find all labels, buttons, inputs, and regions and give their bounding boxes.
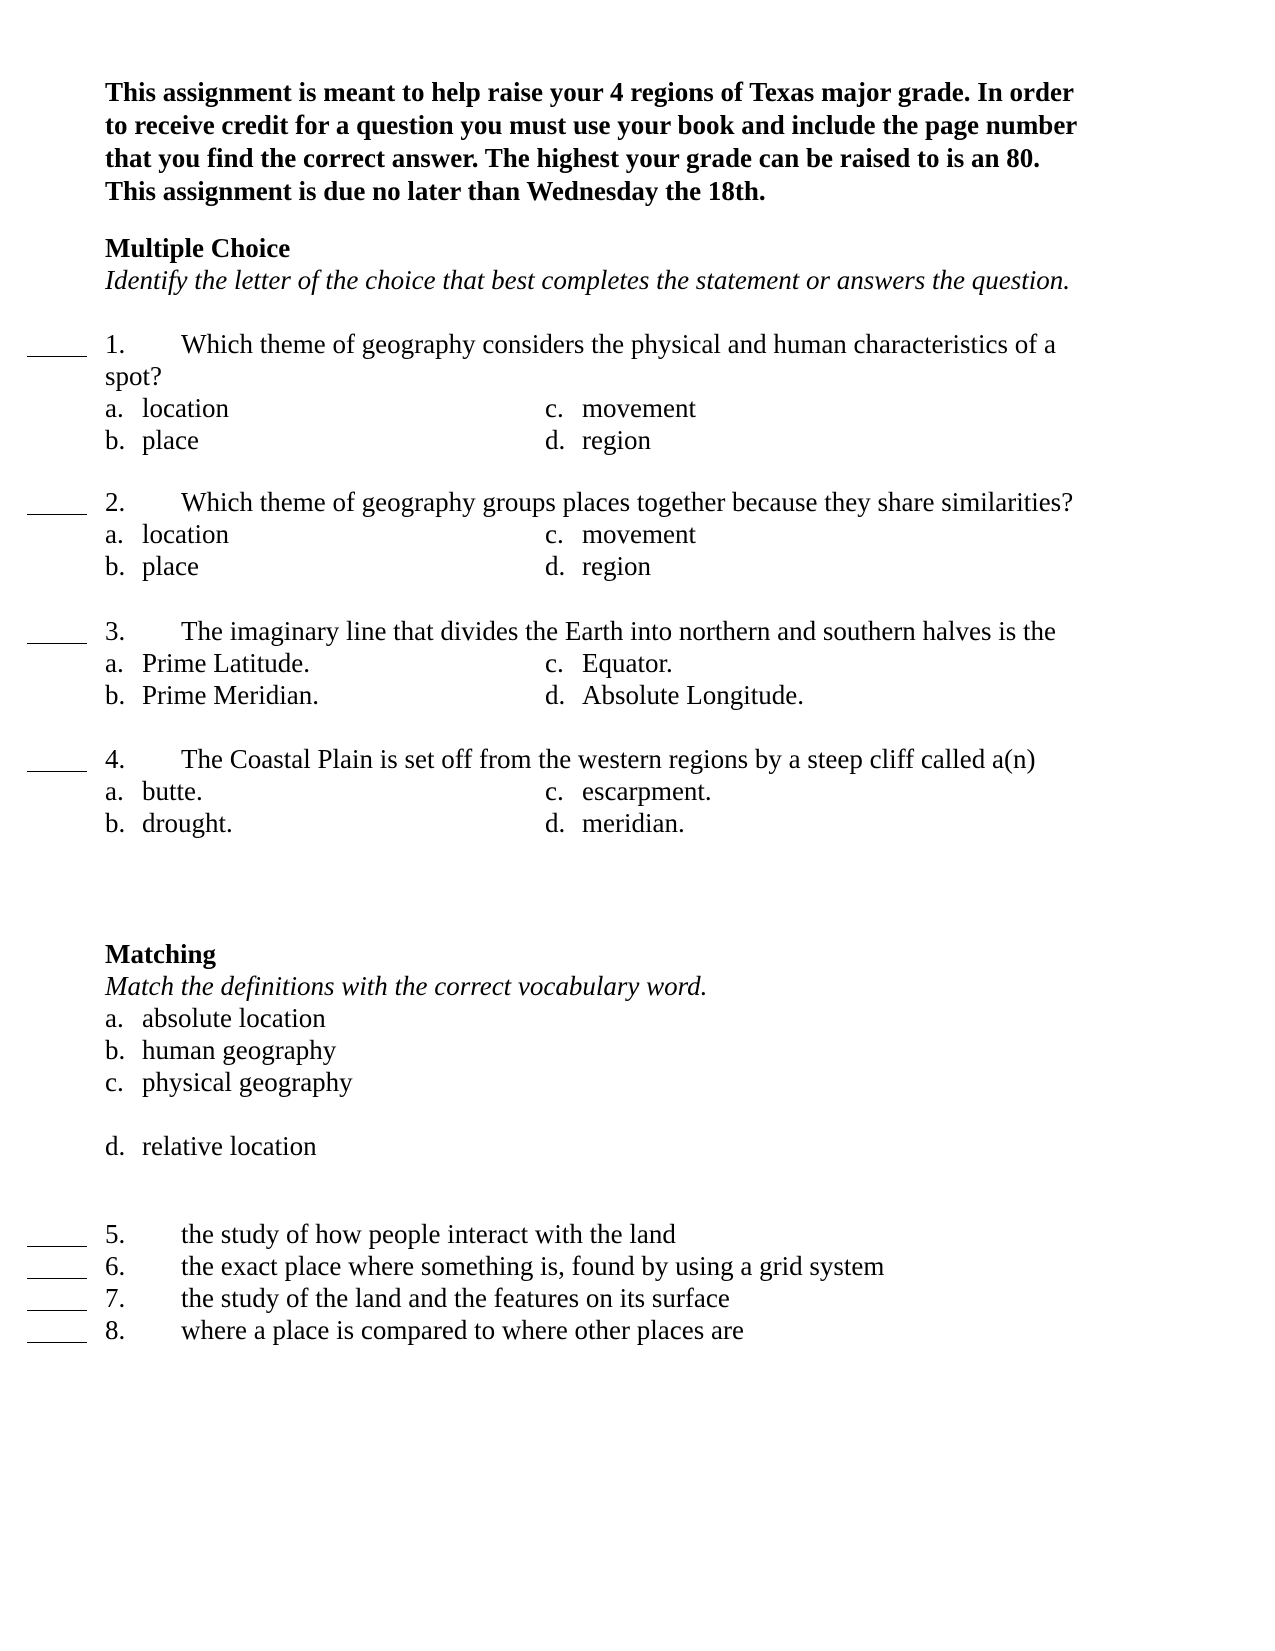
- option-text: relative location: [142, 1131, 317, 1161]
- choice-text: escarpment.: [582, 776, 712, 806]
- choice-d: [545, 424, 651, 456]
- choice-text: place: [142, 425, 199, 455]
- choice-letter: c.: [545, 393, 564, 423]
- choice-text: movement: [582, 393, 696, 423]
- answer-blank[interactable]: [27, 1278, 87, 1279]
- option-text: human geography: [142, 1035, 337, 1065]
- option-text: absolute location: [142, 1003, 326, 1033]
- intro-line-2: to receive credit for a question you must use your book and include the page number: [105, 110, 1078, 140]
- choice-a: [105, 647, 310, 679]
- choice-letter: b.: [105, 680, 126, 710]
- item-text: the exact place where something is, found by using a grid system: [181, 1251, 885, 1281]
- choice-b: [105, 679, 319, 711]
- choice-text: movement: [582, 519, 696, 549]
- choice-letter: d.: [545, 425, 566, 455]
- match-option-c: [105, 1066, 353, 1098]
- option-letter: b.: [105, 1035, 126, 1065]
- item-number: 5.: [105, 1219, 126, 1249]
- choice-d: [545, 679, 804, 711]
- choice-d: [545, 807, 685, 839]
- choice-d: [545, 550, 651, 582]
- match-option-d: [105, 1130, 317, 1162]
- option-text: physical geography: [142, 1067, 353, 1097]
- item-text: the study of the land and the features on its surface: [181, 1283, 730, 1313]
- choice-c: [545, 518, 696, 550]
- choice-letter: d.: [545, 551, 566, 581]
- answer-blank[interactable]: [27, 356, 87, 357]
- match-option-a: [105, 1002, 326, 1034]
- choice-letter: c.: [545, 648, 564, 678]
- answer-blank[interactable]: [27, 771, 87, 772]
- choice-letter: b.: [105, 808, 126, 838]
- choice-c: [545, 775, 712, 807]
- answer-blank[interactable]: [27, 1246, 87, 1247]
- choice-a: [105, 518, 229, 550]
- intro-line-3: that you find the correct answer. The highest your grade can be raised to is an 80.: [105, 143, 1041, 173]
- choice-b: [105, 807, 233, 839]
- choice-text: Prime Meridian.: [142, 680, 319, 710]
- question-text: Which theme of geography groups places together because they share similarities?: [181, 487, 1074, 517]
- choice-c: [545, 392, 696, 424]
- choice-letter: a.: [105, 519, 124, 549]
- match-option-b: [105, 1034, 336, 1066]
- item-text: the study of how people interact with the land: [181, 1219, 676, 1249]
- item-text: where a place is compared to where other places are: [181, 1315, 744, 1345]
- choice-a: [105, 775, 203, 807]
- choice-text: location: [142, 519, 229, 549]
- question-text: The Coastal Plain is set off from the western regions by a steep cliff called a(n): [181, 744, 1036, 774]
- multiple-choice-instructions: Identify the letter of the choice that best completes the statement or answers the question.: [105, 265, 1071, 295]
- question-text: The imaginary line that divides the Earth into northern and southern halves is the: [181, 616, 1057, 646]
- answer-blank[interactable]: [27, 514, 87, 515]
- question-number: 4.: [105, 744, 126, 774]
- choice-text: region: [582, 425, 651, 455]
- option-letter: d.: [105, 1131, 126, 1161]
- choice-text: meridian.: [582, 808, 685, 838]
- option-letter: a.: [105, 1003, 124, 1033]
- matching-title: Matching: [105, 939, 216, 969]
- choice-text: location: [142, 393, 229, 423]
- question-number: 1.: [105, 329, 126, 359]
- choice-b: [105, 424, 199, 456]
- choice-letter: d.: [545, 680, 566, 710]
- question-text: Which theme of geography considers the physical and human characteristics of a: [181, 329, 1056, 359]
- choice-text: drought.: [142, 808, 233, 838]
- question-number: 2.: [105, 487, 126, 517]
- item-number: 6.: [105, 1251, 126, 1281]
- item-number: 7.: [105, 1283, 126, 1313]
- item-number: 8.: [105, 1315, 126, 1345]
- choice-text: Absolute Longitude.: [582, 680, 804, 710]
- multiple-choice-title: Multiple Choice: [105, 233, 291, 263]
- choice-letter: c.: [545, 776, 564, 806]
- choice-letter: d.: [545, 808, 566, 838]
- option-letter: c.: [105, 1067, 124, 1097]
- choice-letter: b.: [105, 425, 126, 455]
- choice-letter: a.: [105, 393, 124, 423]
- question-number: 3.: [105, 616, 126, 646]
- choice-text: Prime Latitude.: [142, 648, 310, 678]
- assignment-intro: [105, 76, 1185, 208]
- choice-letter: a.: [105, 776, 124, 806]
- choice-a: [105, 392, 229, 424]
- choice-text: place: [142, 551, 199, 581]
- choice-letter: a.: [105, 648, 124, 678]
- answer-blank[interactable]: [27, 643, 87, 644]
- intro-line-4: This assignment is due no later than Wednesday the 18th.: [105, 176, 766, 206]
- choice-text: Equator.: [582, 648, 673, 678]
- answer-blank[interactable]: [27, 1342, 87, 1343]
- choice-b: [105, 550, 199, 582]
- choice-c: [545, 647, 673, 679]
- question-text-continuation: spot?: [105, 361, 162, 391]
- choice-text: region: [582, 551, 651, 581]
- choice-letter: c.: [545, 519, 564, 549]
- choice-letter: b.: [105, 551, 126, 581]
- choice-text: butte.: [142, 776, 203, 806]
- matching-instructions: Match the definitions with the correct vocabulary word.: [105, 971, 708, 1001]
- intro-line-1: This assignment is meant to help raise your 4 regions of Texas major grade. In order: [105, 77, 1075, 107]
- answer-blank[interactable]: [27, 1310, 87, 1311]
